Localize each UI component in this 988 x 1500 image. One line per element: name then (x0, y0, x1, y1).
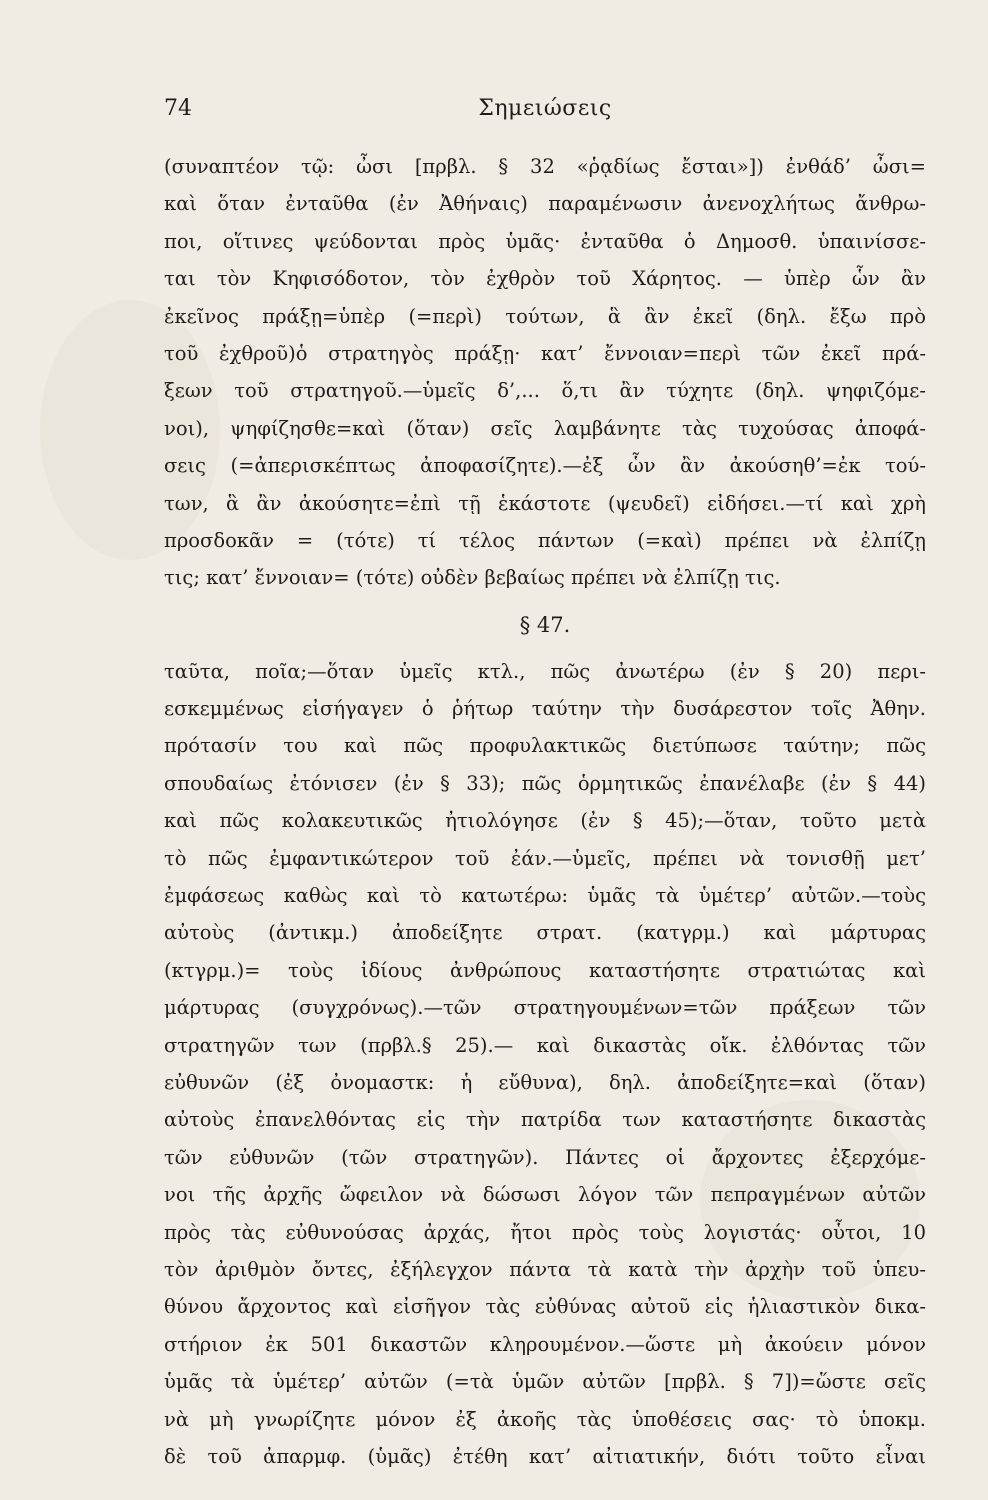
text-line: ξεων τοῦ στρατηγοῦ.—ὑμεῖς δ’,... ὅ,τι ἂν τύχητε (δηλ. ψηφιζόμε- (164, 379, 926, 403)
text-line: τὸ πῶς ἐμφαντικώτερον τοῦ ἐάν.—ὑμεῖς, πρέπει νὰ τονισθῇ μετ’ (164, 846, 926, 870)
text-line: τῶν εὐθυνῶν (τῶν στρατηγῶν). Πάντες οἱ ἄρχοντες ἐξερχόμε- (164, 1145, 926, 1169)
text-line: τις; κατ’ ἔννοιαν= (τότε) οὐδὲν βεβαίως πρέπει νὰ ἐλπίζῃ τις. (164, 566, 781, 590)
text-line: νὰ μὴ γνωρίζητε μόνον ἐξ ἀκοῆς τὰς ὑποθέσεις σας· τὸ ὑποκμ. (164, 1407, 926, 1431)
text-line: ὑμᾶς τὰ ὑμέτερ’ αὐτῶν (=τὰ ὑμῶν αὐτῶν [πρβλ. § 7])=ὥστε σεῖς (164, 1370, 926, 1394)
text-line: στρατηγῶν των (πρβλ.§ 25).— καὶ δικαστὰς οἴκ. ἐλθόντας τῶν (164, 1033, 926, 1057)
text-line: πρὸς τὰς εὐθυνούσας ἀρχάς, ἤτοι πρὸς τοὺς λογιστάς· οὗτοι, 10 (164, 1220, 926, 1244)
text-line: ται τὸν Κηφισόδοτον, τὸν ἐχθρὸν τοῦ Χάρητος. — ὑπὲρ ὧν ἂν (164, 267, 926, 291)
text-line: δὲ τοῦ ἀπαρμφ. (ὑμᾶς) ἐτέθη κατ’ αἰτιατικήν, διότι τοῦτο εἶναι (164, 1444, 926, 1468)
running-title: Σημειώσεις (478, 96, 612, 121)
text-line: τὸν ἀριθμὸν ὄντες, ἐξήλεγχον πάντα τὰ κατὰ τὴν ἀρχὴν τοῦ ὑπευ- (164, 1257, 926, 1281)
text-line: αὐτοὺς ἐπανελθόντας εἰς τὴν πατρίδα των καταστήσητε δικαστὰς (164, 1108, 926, 1132)
text-line: πρότασίν του καὶ πῶς προφυλακτικῶς διετύπωσε ταύτην; πῶς (164, 734, 926, 758)
text-line: καὶ πῶς κολακευτικῶς ἠτιολόγησε (ἐν § 45);—ὅταν, τοῦτο μετὰ (164, 809, 926, 833)
text-line: σπουδαίως ἐτόνισεν (ἐν § 33); πῶς ὁρμητικῶς ἐπανέλαβε (ἐν § 44) (164, 771, 926, 795)
paragraph-1 (164, 148, 926, 597)
text-line: εὐθυνῶν (ἐξ ὀνομαστκ: ἡ εὔθυνα), δηλ. ἀποδείξητε=καὶ (ὅταν) (164, 1070, 926, 1094)
section-heading: § 47. (519, 612, 571, 637)
text-line: μάρτυρας (συγχρόνως).—τῶν στρατηγουμένων=τῶν πράξεων τῶν (164, 996, 926, 1020)
text-line: (κτγρμ.)= τοὺς ἰδίους ἀνθρώπους καταστήσητε στρατιώτας καὶ (164, 958, 926, 982)
page-number: 74 (164, 96, 192, 121)
text-line: ταῦτα, ποῖα;—ὅταν ὑμεῖς κτλ., πῶς ἀνωτέρω (ἐν § 20) περι- (164, 659, 926, 683)
text-line: αὐτοὺς (ἀντικμ.) ἀποδείξητε στρατ. (κατγρμ.) καὶ μάρτυρας (164, 921, 926, 945)
text-line: ἐκεῖνος πράξῃ=ὑπὲρ (=περὶ) τούτων, ἃ ἂν ἐκεῖ (δηλ. ἔξω πρὸ (164, 304, 926, 328)
text-line: ποι, οἵτινες ψεύδονται πρὸς ὑμᾶς· ἐνταῦθα ὁ Δημοσθ. ὑπαινίσσε- (164, 229, 926, 253)
text-line: σεις (=ἀπερισκέπτως ἀποφασίζητε).—ἐξ ὧν ἂν ἀκούσηθ’=ἐκ τού- (164, 454, 926, 478)
paragraph-2 (164, 653, 926, 1476)
page-body (164, 148, 926, 1475)
text-line: εσκεμμένως εἰσήγαγεν ὁ ῥήτωρ ταύτην τὴν δυσάρεστον τοῖς Ἀθην. (164, 697, 926, 721)
text-line: νοι), ψηφίζησθε=καὶ (ὅταν) σεῖς λαμβάνητε τὰς τυχούσας ἀποφά- (164, 416, 926, 440)
text-line: των, ἃ ἂν ἀκούσητε=ἐπὶ τῇ ἑκάστοτε (ψευδεῖ) εἰδήσει.—τί καὶ χρὴ (164, 491, 926, 515)
page-header (164, 96, 926, 132)
text-line: θύνου ἄρχοντος καὶ εἰσῆγον τὰς εὐθύνας αὐτοῦ εἰς ἡλιαστικὸν δικα- (164, 1295, 926, 1319)
text-line: ἐμφάσεως καθὼς καὶ τὸ κατωτέρω: ὑμᾶς τὰ ὑμέτερ’ αὐτῶν.—τοὺς (164, 884, 926, 908)
text-line: προσδοκᾶν = (τότε) τί τέλος πάντων (=καὶ) πρέπει νὰ ἐλπίζῃ (164, 528, 926, 552)
text-line: νοι τῆς ἀρχῆς ὤφειλον νὰ δώσωσι λόγον τῶν πεπραγμένων αὐτῶν (164, 1183, 926, 1207)
text-line: στήριον ἐκ 501 δικαστῶν κληρουμένον.—ὥστε μὴ ἀκούειν μόνον (164, 1332, 926, 1356)
text-line: (συναπτέον τῷ: ὦσι [πρβλ. § 32 «ῥᾳδίως ἔσται»]) ἐνθάδ’ ὦσι= (164, 155, 926, 178)
text-line: τοῦ ἐχθροῦ)ὁ στρατηγὸς πράξῃ· κατ’ ἔννοιαν=περὶ τῶν ἐκεῖ πρά- (164, 341, 926, 365)
text-line: καὶ ὅταν ἐνταῦθα (ἐν Ἀθήναις) παραμένωσιν ἀνενοχλήτως ἄνθρω- (164, 192, 926, 216)
